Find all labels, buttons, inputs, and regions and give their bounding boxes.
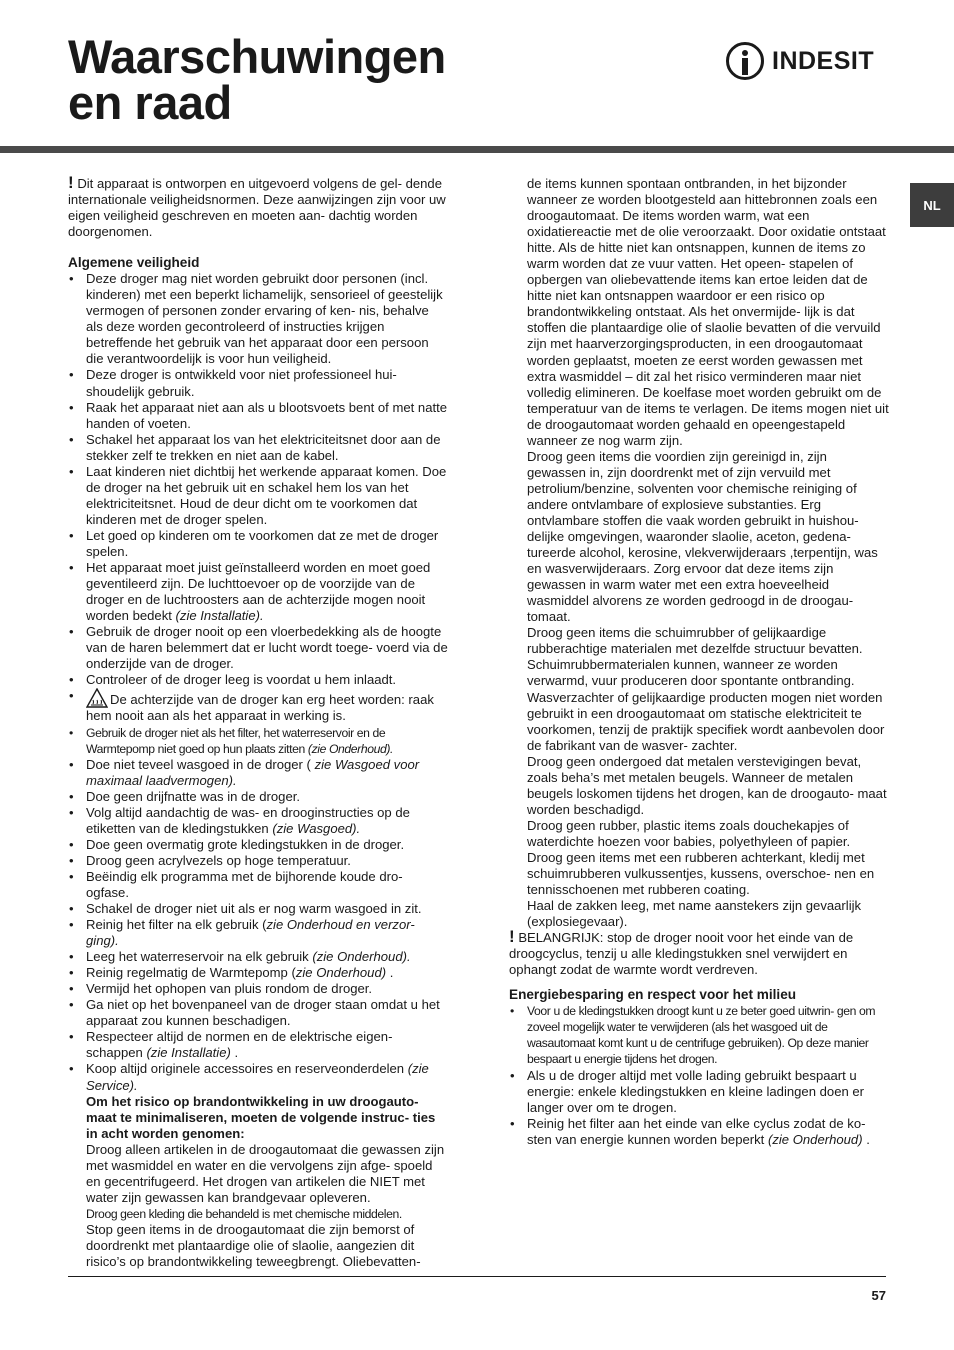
list-item — [68, 949, 448, 965]
list-item — [68, 757, 448, 789]
indesit-i-icon — [726, 42, 764, 80]
item-text: Doe niet teveel wasgoed in de droger ( — [86, 756, 311, 772]
item-ref: (zie Service). — [86, 1061, 429, 1093]
item-ref: (zie Onderhoud). — [312, 949, 411, 965]
important-paragraph — [509, 927, 889, 978]
fire-paragraph: Droog geen items met een rubberen achterkant, kledij met schuimrubberen vulkussentjes, kussens, overschoe- nen en tennisschoenen met rubberen coating. — [527, 849, 875, 898]
fire-paragraph: Droog geen rubber, plastic items zoals douchekapjes of waterdichte hoezen voor babies, polyethyleen of papier. — [527, 817, 851, 849]
item-ref: (zie Installatie) — [146, 1045, 231, 1061]
item-text: Koop altijd originele accessoires en reserveonderdelen — [86, 1061, 405, 1077]
item-text: Leeg het waterreservoir na elk gebruik — [86, 949, 309, 965]
brand-logo — [726, 40, 874, 82]
item-end: . — [389, 965, 394, 981]
item-text: De achterzijde van de droger kan erg heet worden: raak hem nooit aan als het apparaat in werking is. — [86, 692, 434, 724]
item-text: Gebruik de droger niet als het filter, het waterreservoir en de Warmtepomp niet goed op hun plaats zitten — [86, 725, 386, 756]
list-item: • Laat kinderen niet dichtbij het werkende apparaat komen. Doe de droger na het gebruik uit en schakel hem los van het elektriciteitsnet. Houd de deur dicht om te voorkomen dat kinderen met de droger spelen. — [68, 464, 448, 528]
list-item: • Controleer of de droger leeg is voordat u hem inlaadt. — [68, 672, 448, 688]
list-item: • Vermijd het ophopen van pluis rondom de droger. — [68, 981, 448, 997]
list-item — [68, 1029, 448, 1061]
list-item — [509, 1116, 889, 1148]
list-item — [68, 560, 448, 624]
item-ref: (zie Installatie). — [175, 608, 264, 624]
fire-paragraph: Droog geen kleding die behandeld is met chemische middelen. — [86, 1206, 402, 1221]
list-item — [68, 1061, 448, 1093]
item-ref: zie Wasgoed voor maximaal laadvermogen). — [86, 756, 420, 788]
list-item: • Let goed op kinderen om te voorkomen dat ze met de droger spelen. — [68, 528, 448, 560]
list-item — [68, 965, 448, 981]
right-column — [509, 176, 889, 1148]
fire-paragraph: Haal de zakken leeg, met name aanstekers zijn gevaarlijk (explosiegevaar). — [527, 898, 862, 930]
item-ref: zie Onderhoud en verzor- ging). — [86, 917, 415, 949]
fire-paragraph: de items kunnen spontaan ontbranden, in het bijzonder wanneer ze worden blootgesteld aan hittebronnen zoals een droogautomaat. De items worden warm, wat een oxidatiereactie met de olie veroorzaakt. Door oxidatie ontstaat hitte. Als de hitte niet kan ontsnappen, kunnen de items zo warm worden dat ze vuur vatten. Het opeen- stapelen of opbergen van oliebevattende items kan ertoe leiden dat de hitte niet kan ontsnappen waardoor er een risico op brandontwikkeling ontstaat. Als het onvermijde- lijk is dat stoffen die plantaardige olie of slaolie bevatten of die vervuild zijn met haarverzorgingsproducten, in een droogautomaat worden geplaatst, moeten ze eerst worden gewassen met extra wasmiddel – dit zal het risico verminderen maar niet volledig elimineren. De koelfase moet worden gebruikt om de temperatuur van de items te verlagen. De items mogen niet uit de droogautomaat worden gehaald en opeengestapeld wanneer ze nog warm zijn. — [527, 176, 889, 448]
footer-divider — [68, 1276, 886, 1277]
important-text: BELANGRIJK: stop de droger nooit voor het einde van de droogcyclus, tenzij u alle kledingstukken snel verwijdert en ophangt zodat de warmte wordt verdreven. — [509, 930, 854, 978]
list-item: • Als u de droger altijd met volle lading gebruikt bespaart u energie: enkele kledingstukken en kleine ladingen doen er langer over om te drogen. — [509, 1068, 889, 1116]
item-ref: zie Onderhoud) — [295, 965, 387, 981]
fire-paragraph: Droog geen items die voordien zijn gereinigd in, zijn gewassen in, zijn doordrenkt met of zijn vervuild met petrolium/benzine, solventen voor chemische reiniging of andere ontvlambare of explosieve substanties. Erg ontvlambare stoffen die vaak worden gebruikt in huishou- delijke omgevingen, waaronder slaolie, aceton, gedena- tureerde alcohol, kerosine, vlekverwijderaars ,terpentijn, was en wasverwijderaars. Zorg ervoor dat deze items zijn gewassen in warm water met een extra hoeveelheid wasmiddel alvorens ze worden gedroogd in de droogau- tomaat. — [527, 448, 878, 625]
item-end: . — [866, 1131, 870, 1147]
energy-list — [509, 1003, 889, 1147]
list-item: • Deze droger is ontwikkeld voor niet professioneel hui- shoudelijk gebruik. — [68, 367, 448, 399]
exclamation-icon: ! — [68, 173, 74, 192]
left-column — [68, 173, 448, 1270]
fire-paragraph: Droog geen items die schuimrubber of gelijkaardige rubberachtige materialen met dezelfde structuur bevatten. Schuimrubbermaterialen kunnen, wanneer ze worden verwarmd, vuur produceren door spontante ontbranding. — [527, 625, 863, 689]
page-number: 57 — [871, 1288, 886, 1303]
list-item — [68, 688, 448, 724]
list-item: • Doe geen drijfnatte was in de droger. — [68, 789, 448, 805]
brand-name: INDESIT — [772, 46, 875, 75]
list-item — [68, 805, 448, 837]
list-item: • Raak het apparaat niet aan als u blootsvoets bent of met natte handen of voeten. — [68, 400, 448, 432]
intro-paragraph — [68, 173, 448, 240]
fire-paragraph: Droog geen ondergoed dat metalen verstevigingen bevat, zoals beha’s met metalen beugels. Wanneer de metalen beugels loskomen tijdens het drogen, kan de droogauto- maat worden beschadigd. — [527, 753, 887, 817]
list-item — [68, 917, 448, 949]
title-line-1: Waarschuwingen — [68, 30, 446, 83]
fire-paragraph: Wasverzachter of gelijkaardige producten mogen niet worden gebruikt in een droogautomaat om statische elektriciteit te voorkomen, tenzij de praktijk specifiek wordt aanbevolen door de fabrikant van de wasver- zachter. — [527, 689, 885, 753]
safety-list — [68, 271, 448, 1093]
item-ref: (zie Wasgoed). — [272, 820, 361, 836]
item-ref: (zie Onderhoud). — [307, 741, 393, 756]
header-divider — [0, 146, 954, 153]
title-line-2: en raad — [68, 76, 232, 129]
list-item: • Beëindig elk programma met de bijhorende koude dro- ogfase. — [68, 869, 448, 901]
list-item: • Deze droger mag niet worden gebruikt door personen (incl. kinderen) met een beperkt lichamelijk, sensorieel of geestelijk vermogen of personen zonder ervaring of ken- nis, behalve als deze worden gecontroleerd of instructies krijgen betreffende het gebruik van het apparaat door een persoon die verantwoordelijk is voor hun veiligheid. — [68, 271, 448, 367]
language-tab: NL — [910, 183, 954, 227]
item-text: Reinig het filter aan het einde van elke cyclus zodat de ko- sten van energie kunnen worden beperkt — [527, 1115, 866, 1147]
item-end: . — [234, 1045, 239, 1061]
page-title — [68, 30, 446, 129]
intro-text: Dit apparaat is ontworpen en uitgevoerd volgens de gel- dende internationale veiligheidsnormen. Deze aanwijzingen zijn voor uw eigen veiligheid geschreven en moeten aan- dachtig worden doorgenomen. — [68, 176, 446, 240]
fire-paragraph: Droog alleen artikelen in de droogautomaat die gewassen zijn met wasmiddel en water en die vervolgens zijn afge- spoeld en gecentrifugeerd. Het drogen van artikelen die NIET met water zijn gewassen kan brandgevaar opleveren. — [86, 1141, 445, 1205]
exclamation-icon: ! — [509, 927, 515, 947]
list-item: • Schakel de droger niet uit als er nog warm wasgoed in zit. — [68, 901, 448, 917]
fire-paragraph: Stop geen items in de droogautomaat die zijn bemorst of doordrenkt met plantaardige olie of slaolie, aangezien dit risico’s op brandontwikkeling teweegbrengt. Oliebevatten- — [86, 1221, 421, 1270]
item-text: Volg altijd aandachtig de was- en drooginstructies op de etiketten van de kledingstukken — [86, 804, 410, 836]
fire-heading: Om het risico op brandontwikkeling in uw droogauto- maat te minimaliseren, moeten de volgende instruc- ties in acht worden genomen: — [86, 1093, 436, 1141]
item-text: Reinig regelmatig de Warmtepomp ( — [86, 965, 296, 981]
energy-heading: Energiebesparing en respect voor het milieu — [509, 987, 797, 1003]
list-item: • Droog geen acrylvezels op hoge temperatuur. — [68, 853, 448, 869]
list-item: • Gebruik de droger nooit op een vloerbedekking als de hoogte van de haren belemmert dat er lucht wordt toege- voerd via de onderzijde van de droger. — [68, 624, 448, 672]
list-item — [68, 725, 448, 757]
list-item: • Schakel het apparaat los van het elektriciteitsnet door aan de stekker zelf te trekken en niet aan de kabel. — [68, 432, 448, 464]
list-item: • Ga niet op het bovenpaneel van de droger staan omdat u het apparaat zou kunnen beschadigen. — [68, 997, 448, 1029]
item-ref: (zie Onderhoud) — [767, 1131, 863, 1147]
item-text: Respecteer altijd de normen en de elektrische eigen- schappen — [86, 1029, 393, 1061]
item-text: Reinig het filter na elk gebruik ( — [86, 917, 267, 933]
list-item: • Voor u de kledingstukken droogt kunt u ze beter goed uitwrin- gen om zoveel mogelijk water te verwijderen (als het wasgoed uit de wasautomaat komt kunt u de centrifuge gebruiken). Op deze manier bespaart u energie tijdens het drogen. — [509, 1003, 889, 1067]
safety-heading: Algemene veiligheid — [68, 255, 200, 271]
list-item: • Doe geen overmatig grote kledingstukken in de droger. — [68, 837, 448, 853]
hot-surface-warning-icon — [86, 688, 108, 708]
item-text: Het apparaat moet juist geïnstalleerd worden en moet goed geventileerd zijn. De luchttoevoer op de voorzijde van de droger en de luchtroosters aan de achterzijde mogen nooit worden bedekt — [86, 560, 431, 624]
